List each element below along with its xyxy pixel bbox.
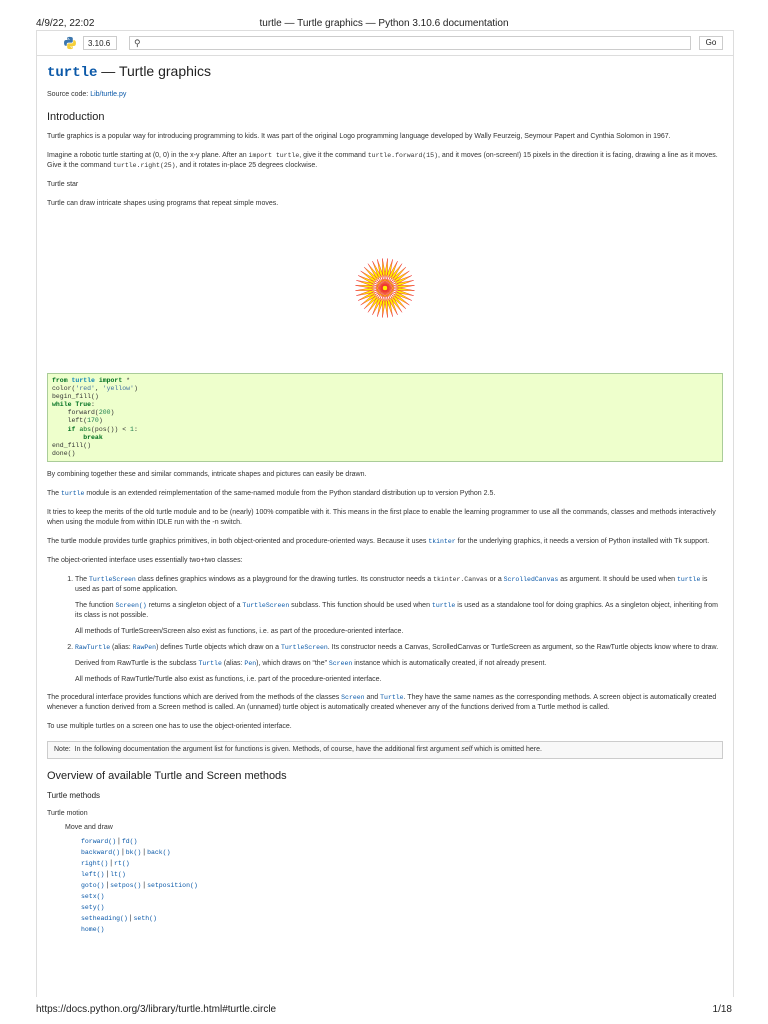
move-and-draw-label: Move and draw <box>65 823 113 831</box>
list-paragraph <box>75 601 723 621</box>
method-row <box>81 902 723 913</box>
text: and <box>364 693 381 701</box>
search-icon: ⚲ <box>134 38 141 48</box>
code-line: break <box>83 433 103 441</box>
turtle-methods-heading: Turtle methods <box>47 790 101 800</box>
code-line: while True: <box>52 401 95 409</box>
source-code-line <box>47 90 723 100</box>
text: as argument. It should be used when <box>558 575 677 583</box>
print-page-number: 1/18 <box>712 1004 732 1015</box>
overview-heading: Overview of available Turtle and Screen methods <box>47 769 287 782</box>
method-list <box>81 836 723 935</box>
code-line: begin_fill() <box>52 393 99 401</box>
screen-function-link[interactable]: Screen() <box>115 601 147 609</box>
text: (alias: <box>221 659 245 667</box>
screen-link[interactable]: Screen <box>341 693 365 701</box>
note-text: In the following documentation the argument list for functions is given. Methods, of course, have the additional first argument <box>74 745 462 753</box>
version-selector[interactable]: 3.10.6 <box>83 36 117 50</box>
text: , and it rotates in-place 25 degrees clockwise. <box>175 162 318 169</box>
text: subclass. This function should be used when <box>289 601 432 609</box>
list-item <box>75 575 723 637</box>
classes-list <box>47 575 723 685</box>
text: Derived from RawTurtle is the subclass <box>75 659 199 667</box>
search-input[interactable] <box>129 36 691 50</box>
method-link[interactable]: setx() <box>81 892 105 900</box>
method-row: backward() | bk() | back() <box>81 848 171 856</box>
page-title-module: turtle <box>47 65 98 81</box>
list-paragraph <box>75 643 723 653</box>
text: class defines graphics windows as a playground for the drawing turtles. Its constructor needs a <box>135 575 434 583</box>
note-emphasis: self <box>461 745 473 753</box>
inline-code: tkinter.Canvas <box>433 575 488 583</box>
method-link[interactable]: bk() <box>125 848 142 856</box>
text: The turtle module provides turtle graphics primitives, in both object-oriented and procedure-oriented ways. Because it uses <box>47 537 429 545</box>
python-logo-icon[interactable] <box>62 36 78 50</box>
code-line: forward(200) <box>52 409 115 417</box>
list-paragraph <box>75 659 723 669</box>
turtle-class-link[interactable]: Turtle <box>380 693 404 701</box>
main-content <box>37 63 733 935</box>
turtle-star-image <box>315 223 455 353</box>
method-link[interactable]: setheading() <box>81 914 128 922</box>
print-footer <box>0 996 768 1024</box>
intro-paragraph-2 <box>47 151 723 171</box>
pen-link[interactable]: Pen <box>244 659 257 667</box>
text: Imagine a robotic turtle starting at (0, 0) in the x-y plane. After an <box>47 152 249 159</box>
text: The function <box>75 601 116 609</box>
text: for the underlying graphics, it needs a version of Python installed with Tk support. <box>455 537 710 545</box>
turtle-class-link[interactable]: Turtle <box>198 659 222 667</box>
method-link[interactable]: setposition() <box>147 881 198 889</box>
turtle-star-description: Turtle can draw intricate shapes using programs that repeat simple moves. <box>47 200 279 207</box>
note-text: which is omitted here. <box>472 745 542 753</box>
list-paragraph: 1. The TurtleScreen class defines graphics windows as a playground for the drawing turtles. Its constructor needs a tkinter.Canvas or a ScrolledCanvas as argument. It should be used when turtle is used as part of some application. <box>75 575 708 593</box>
list-paragraph: All methods of TurtleScreen/Screen also exist as functions, i.e. as part of the procedure-oriented interface. <box>75 627 404 635</box>
method-link[interactable]: left() <box>81 870 105 878</box>
method-link[interactable]: home() <box>81 925 105 933</box>
method-link[interactable]: rt() <box>114 859 130 867</box>
text: The <box>47 489 62 497</box>
turtlescreen-link[interactable]: TurtleScreen <box>89 575 136 583</box>
method-row <box>81 891 723 902</box>
top-bar <box>37 31 733 56</box>
turtlescreen-link[interactable]: TurtleScreen <box>242 601 290 609</box>
paragraph-combining: By combining together these and similar commands, intricate shapes and pictures can easily be drawn. <box>47 470 367 478</box>
text: ) defines Turtle objects which draw on a <box>156 643 281 651</box>
turtle-module-link[interactable]: turtle <box>61 489 85 497</box>
text: is used as a standalone tool for doing graphics. As a singleton object, inheriting from its class is not possible. <box>75 601 718 619</box>
introduction-heading: Introduction <box>47 111 105 123</box>
text: or a <box>487 575 504 583</box>
note-label: Note: <box>54 745 71 753</box>
turtlescreen-link[interactable]: TurtleScreen <box>280 643 328 651</box>
turtle-motion-label: Turtle motion <box>47 809 88 817</box>
page-title-text: — Turtle graphics <box>97 63 212 79</box>
code-line: if abs(pos()) < 1: <box>67 425 138 433</box>
code-line: done() <box>52 449 76 457</box>
paragraph-merits: It tries to keep the merits of the old turtle module and to be (nearly) 100% compatible with it. This means in the first place to enable the learning programmer to use all the commands, classes and methods interactively when using the module from within IDLE run with the -n switch. <box>47 508 716 526</box>
method-row: forward() | fd() <box>81 837 138 845</box>
code-line: left(170) <box>52 417 103 425</box>
list-paragraph: All methods of RawTurtle/Turtle also exist as functions, i.e. part of the procedure-oriented interface. <box>75 675 382 683</box>
paragraph-provides <box>47 537 723 547</box>
inline-code: turtle.right(25) <box>113 162 176 169</box>
method-link[interactable]: back() <box>147 848 171 856</box>
text: module is an extended reimplementation of the same-named module from the Python standard distribution up to version Python 2.5. <box>84 489 496 497</box>
method-link[interactable]: setpos() <box>110 881 142 889</box>
paragraph-object-oriented: The object-oriented interface uses essentially two+two classes: <box>47 556 243 564</box>
code-example <box>47 373 723 462</box>
go-button[interactable]: Go <box>699 36 723 50</box>
paragraph-procedural <box>47 693 723 713</box>
text: The procedural interface provides functions which are derived from the methods of the classes <box>47 693 342 701</box>
method-row: left() | lt() <box>81 870 126 878</box>
text: (alias: <box>110 643 133 651</box>
text: ), which draws on “the” <box>256 659 329 667</box>
method-link[interactable]: goto() <box>81 881 105 889</box>
method-row: right() | rt() <box>81 859 130 867</box>
method-link[interactable]: sety() <box>81 903 105 911</box>
method-row <box>81 924 723 935</box>
text: returns a singleton object of a <box>146 601 243 609</box>
screen-link[interactable]: Screen <box>328 659 353 667</box>
text: . They have the same names as the corresponding methods. A screen object is automatically created whenever a function derived from a Screen method is called. An (unnamed) turtle object is automatically created whenever any of the functions derived from a Turtle method is called. <box>47 693 717 711</box>
method-link[interactable]: backward() <box>81 848 121 856</box>
inline-code: turtle.forward(15) <box>367 152 438 159</box>
print-date: 4/9/22, 22:02 <box>36 18 95 29</box>
tkinter-link[interactable]: tkinter <box>428 537 456 545</box>
print-title: turtle — Turtle graphics — Python 3.10.6 documentation <box>259 18 509 29</box>
paragraph-module <box>47 489 723 499</box>
turtle-star-label: Turtle star <box>47 181 79 188</box>
method-link[interactable]: lt() <box>110 870 126 878</box>
docs-page <box>36 30 734 997</box>
method-link[interactable]: forward() <box>81 837 117 845</box>
method-link[interactable]: seth() <box>133 914 157 922</box>
text: . Its constructor needs a Canvas, ScrolledCanvas or TurtleScreen as argument, so the RawTurtle objects know where to draw. <box>327 643 719 651</box>
method-link[interactable]: right() <box>81 859 109 867</box>
list-item <box>75 643 723 685</box>
rawpen-link[interactable]: RawPen <box>132 643 157 651</box>
note-box <box>47 741 723 759</box>
source-label: Source code: <box>47 91 91 98</box>
rawturtle-link[interactable]: RawTurtle <box>75 643 111 651</box>
text: , and it moves (on-screen!) 15 pixels in the direction it is facing, drawing a line as it moves. Give it the command <box>47 152 718 169</box>
scrolledcanvas-link[interactable]: ScrolledCanvas <box>503 575 559 583</box>
text: is used as part of some application. <box>75 575 708 593</box>
method-link[interactable]: fd() <box>121 837 138 845</box>
method-row: setheading() | seth() <box>81 914 157 922</box>
turtle-link[interactable]: turtle <box>431 601 456 609</box>
paragraph-multiple-turtles: To use multiple turtles on a screen one has to use the object-oriented interface. <box>47 722 292 730</box>
code-line: color('red', 'yellow') <box>52 385 138 393</box>
source-link[interactable]: Lib/turtle.py <box>90 91 127 98</box>
print-header <box>0 0 768 30</box>
print-url: https://docs.python.org/3/library/turtle.html#turtle.circle <box>36 1004 277 1015</box>
inline-code: import turtle <box>248 152 300 159</box>
text: , give it the command <box>299 152 368 159</box>
turtle-link[interactable]: turtle <box>676 575 701 583</box>
method-row: goto() | setpos() | setposition() <box>81 881 198 889</box>
code-line: from turtle import * <box>52 377 131 384</box>
turtle-star-path <box>355 258 414 317</box>
page-title <box>47 63 723 81</box>
text: instance which is automatically created, if not already present. <box>352 659 547 667</box>
code-line: end_fill() <box>52 441 92 449</box>
intro-paragraph-1: Turtle graphics is a popular way for introducing programming to kids. It was part of the original Logo programming language developed by Wally Feurzeig, Seymour Papert and Cynthia Solomon in 1967. <box>47 133 671 140</box>
